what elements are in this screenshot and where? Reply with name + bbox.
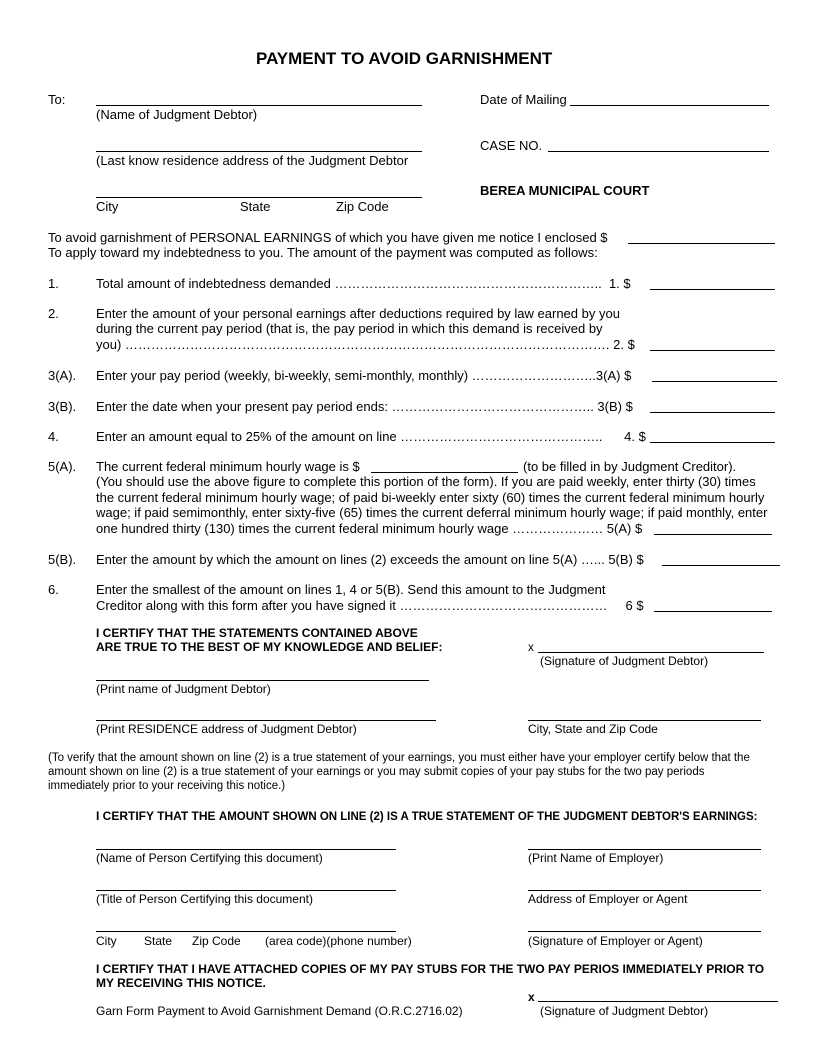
item-5b-amount-field[interactable] bbox=[662, 565, 780, 566]
date-of-mailing-label: Date of Mailing bbox=[480, 92, 567, 107]
debtor-signature-field[interactable] bbox=[538, 652, 764, 653]
debtor-city-state-zip-field[interactable] bbox=[96, 197, 422, 198]
name-certifying-caption: (Name of Person Certifying this document) bbox=[96, 851, 323, 865]
enclosed-amount-field[interactable] bbox=[628, 243, 775, 244]
employer-signature-caption: (Signature of Employer or Agent) bbox=[528, 934, 703, 948]
item-6-line-1: Enter the smallest of the amount on lines 1, 4 or 5(B). Send this amount to the Judgment bbox=[96, 582, 606, 597]
signature-x-mark: x bbox=[528, 642, 534, 654]
signature-x-mark: x bbox=[528, 990, 535, 1004]
certifier-city-phone-field[interactable] bbox=[96, 931, 396, 932]
intro-line-1: To avoid garnishment of PERSONAL EARNINGS of which you have given me notice I enclosed $ bbox=[48, 230, 608, 245]
debtor-address-caption: (Last know residence address of the Judgment Debtor bbox=[96, 153, 409, 168]
zip-caption: Zip Code bbox=[336, 199, 389, 214]
date-of-mailing-field[interactable] bbox=[570, 105, 769, 106]
to-label: To: bbox=[48, 92, 66, 107]
title-certifying-field[interactable] bbox=[96, 890, 396, 891]
form-name-footer: Garn Form Payment to Avoid Garnishment Demand (O.R.C.2716.02) bbox=[96, 1004, 463, 1018]
item-number: 5(B). bbox=[48, 552, 77, 567]
employer-certify-heading-a: I CERTIFY THAT THE bbox=[96, 809, 219, 823]
employer-name-field[interactable] bbox=[528, 849, 761, 850]
item-3b-text: Enter the date when your present pay period ends: ……………………………………….. 3(B) $ bbox=[96, 399, 633, 414]
debtor-signature-field-2[interactable] bbox=[538, 1001, 778, 1002]
debtor-address-field[interactable] bbox=[96, 151, 422, 152]
name-certifying-field[interactable] bbox=[96, 849, 396, 850]
employer-address-caption: Address of Employer or Agent bbox=[528, 892, 688, 906]
item-3a-text: Enter your pay period (weekly, bi-weekly, semi-monthly, monthly) ………………………..3(A) $ bbox=[96, 368, 632, 383]
item-5a-line-2: (You should use the above figure to complete this portion of the form). If you are paid weekly, enter thirty (30) times bbox=[96, 474, 756, 489]
verify-note-line-2: amount shown on line (2) is a true statement of your earnings or you may submit copies of your pay stubs for the two pay periods bbox=[48, 766, 705, 778]
item-5a-line-5: one hundred thirty (130) times the current federal minimum hourly wage ………………… 5(A) $ bbox=[96, 521, 643, 536]
state-caption: State bbox=[240, 199, 271, 214]
title-certifying-caption: (Title of Person Certifying this document) bbox=[96, 892, 313, 906]
item-2-line-1: Enter the amount of your personal earnings after deductions required by law earned by you bbox=[96, 306, 620, 321]
print-name-field[interactable] bbox=[96, 680, 429, 681]
case-no-field[interactable] bbox=[548, 151, 769, 152]
employer-address-field[interactable] bbox=[528, 890, 761, 891]
employer-certify-heading-b: AMOUNT SHOWN ON LINE (2) IS A TRUE STATEMENT OF THE JUDGMENT DEBTOR'S EARNINGS: bbox=[218, 811, 758, 823]
item-1-text: Total amount of indebtedness demanded …………………………………………………….. 1. $ bbox=[96, 276, 631, 291]
certify-statement-line-1: I CERTIFY THAT THE STATEMENTS CONTAINED ABOVE bbox=[96, 626, 418, 640]
item-4-text: Enter an amount equal to 25% of the amount on line ……………………………………….. 4. $ bbox=[96, 429, 646, 444]
item-6-amount-field[interactable] bbox=[654, 611, 772, 612]
item-4-amount-field[interactable] bbox=[650, 442, 775, 443]
pay-stubs-certify-line-1: I CERTIFY THAT I HAVE ATTACHED COPIES OF MY PAY STUBS FOR THE TWO PAY PERIOS IMMEDIATELY PRIOR TO bbox=[96, 962, 765, 976]
debtor-signature-caption-2: (Signature of Judgment Debtor) bbox=[540, 1004, 709, 1018]
debtor-name-field[interactable] bbox=[96, 105, 422, 106]
item-5a-amount-field[interactable] bbox=[654, 534, 772, 535]
phone-caption: (area code)(phone number) bbox=[265, 934, 412, 948]
item-5a-line-3: the current federal minimum hourly wage; of paid bi-weekly enter sixty (60) times the current federal minimum hourly bbox=[96, 490, 765, 505]
residence-address-field[interactable] bbox=[96, 720, 436, 721]
item-number: 3(A). bbox=[48, 368, 77, 383]
city-caption: City bbox=[96, 199, 119, 214]
zip-caption: Zip Code bbox=[192, 934, 241, 948]
item-6-line-2: Creditor along with this form after you have signed it ………………………………………… 6 $ bbox=[96, 598, 644, 613]
item-3b-amount-field[interactable] bbox=[650, 412, 775, 413]
employer-signature-field[interactable] bbox=[528, 931, 761, 932]
item-number: 2. bbox=[48, 306, 59, 321]
state-caption: State bbox=[144, 934, 173, 948]
verify-note-line-3: immediately prior to your receiving this notice.) bbox=[48, 780, 286, 792]
item-number: 4. bbox=[48, 429, 59, 444]
employer-certify-heading bbox=[96, 810, 757, 824]
city-state-zip-caption: City, State and Zip Code bbox=[528, 722, 658, 736]
debtor-signature-caption: (Signature of Judgment Debtor) bbox=[540, 654, 709, 668]
item-5b-text: Enter the amount by which the amount on lines (2) exceeds the amount on line 5(A) …... 5(B) $ bbox=[96, 552, 644, 567]
debtor-city-state-zip-field-2[interactable] bbox=[528, 720, 761, 721]
item-number: 5(A). bbox=[48, 459, 77, 474]
certify-statement-line-2: ARE TRUE TO THE BEST OF MY KNOWLEDGE AND BELIEF: bbox=[96, 640, 443, 654]
item-5a-line-1b: (to be filled in by Judgment Creditor). bbox=[523, 459, 737, 474]
item-3a-amount-field[interactable] bbox=[652, 381, 777, 382]
court-name: BEREA MUNICIPAL COURT bbox=[480, 183, 650, 198]
employer-name-caption: (Print Name of Employer) bbox=[528, 851, 664, 865]
item-2-amount-field[interactable] bbox=[650, 350, 775, 351]
item-2-line-3: you) …………………………………………………………………………………………………. 2. $ bbox=[96, 337, 635, 352]
item-5a-line-4: wage; if paid semimonthly, enter sixty-five (65) times the current deferral minimum hourly wage; if paid monthly, enter bbox=[96, 505, 768, 520]
item-1-amount-field[interactable] bbox=[650, 289, 775, 290]
intro-line-2: To apply toward my indebtedness to you. The amount of the payment was computed as follows: bbox=[48, 245, 598, 260]
debtor-name-caption: (Name of Judgment Debtor) bbox=[96, 107, 258, 122]
item-number: 6. bbox=[48, 582, 59, 597]
item-2-line-2: during the current pay period (that is, the pay period in which this demand is received by bbox=[96, 321, 603, 336]
case-no-label: CASE NO. bbox=[480, 138, 543, 153]
residence-address-caption: (Print RESIDENCE address of Judgment Debtor) bbox=[96, 722, 357, 736]
item-5a-line-1a: The current federal minimum hourly wage is $ bbox=[96, 459, 360, 474]
print-name-caption: (Print name of Judgment Debtor) bbox=[96, 682, 271, 696]
city-caption: City bbox=[96, 934, 117, 948]
page-title: PAYMENT TO AVOID GARNISHMENT bbox=[256, 49, 553, 68]
min-wage-field[interactable] bbox=[371, 472, 518, 473]
verify-note-line-1: (To verify that the amount shown on line (2) is a true statement of your earnings, you must either have your employer certify below that the bbox=[48, 752, 750, 764]
item-number: 1. bbox=[48, 276, 59, 291]
item-number: 3(B). bbox=[48, 399, 77, 414]
pay-stubs-certify-line-2: MY RECEIVING THIS NOTICE. bbox=[96, 976, 266, 990]
